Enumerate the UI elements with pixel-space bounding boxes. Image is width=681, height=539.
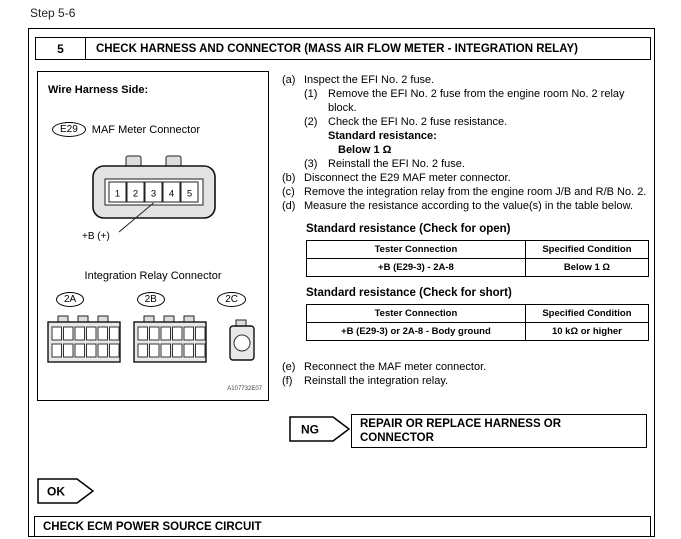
resistance-table-open xyxy=(306,240,649,277)
ng-action-box xyxy=(351,414,647,448)
ng-action-line: REPAIR OR REPLACE HARNESS OR xyxy=(360,418,562,430)
step-letter: (b) xyxy=(282,172,296,184)
relay-connector-badges xyxy=(38,292,268,307)
step-c xyxy=(282,185,654,199)
relay-connectors-drawing xyxy=(46,314,262,372)
standard-resistance-value: Below 1 Ω xyxy=(338,144,392,156)
integration-relay-label: Integration Relay Connector xyxy=(84,270,222,282)
connector-2b-drawing xyxy=(134,316,206,362)
instructions xyxy=(282,65,654,388)
step-header xyxy=(35,37,651,60)
ng-badge xyxy=(289,416,351,442)
ng-arrow-shape xyxy=(290,417,349,441)
table-row xyxy=(307,259,649,277)
step-number-label: (1) xyxy=(304,88,318,100)
wire-harness-figure xyxy=(37,71,269,401)
step-b xyxy=(282,171,654,185)
step-number: 5 xyxy=(36,38,86,59)
step-e xyxy=(282,360,654,374)
step-f xyxy=(282,374,654,388)
pin-number: 1 xyxy=(114,188,121,200)
step-a2 xyxy=(282,115,654,129)
ng-action-line: CONNECTOR xyxy=(360,432,434,444)
wire-harness-side-label: Wire Harness Side: xyxy=(48,84,149,96)
step-letter: (e) xyxy=(282,361,296,373)
pin-number: 5 xyxy=(186,188,193,200)
ok-badge xyxy=(37,478,95,504)
step-text: Inspect the EFI No. 2 fuse. xyxy=(304,74,435,86)
step-number-label: (3) xyxy=(304,158,318,170)
table-row xyxy=(307,323,649,341)
step-text: Disconnect the E29 MAF meter connector. xyxy=(304,172,511,184)
table-caption-open: Standard resistance (Check for open) xyxy=(306,223,511,235)
resistance-table-short xyxy=(306,304,649,341)
step-text: Remove the EFI No. 2 fuse from the engine room No. 2 relay block. xyxy=(328,88,625,114)
ng-label: NG xyxy=(301,422,319,437)
badge-2c: 2C xyxy=(217,292,246,307)
column-header: Specified Condition xyxy=(525,305,648,323)
maf-connector-label: MAF Meter Connector xyxy=(91,123,200,136)
step-a3 xyxy=(282,157,654,171)
step-text: Reinstall the EFI No. 2 fuse. xyxy=(328,158,465,170)
connector-2c-drawing xyxy=(230,320,254,360)
specified-condition-cell: 10 kΩ or higher xyxy=(525,323,648,341)
procedure-box xyxy=(28,28,655,537)
badge-2b: 2B xyxy=(137,292,165,307)
tester-connection-cell: +B (E29-3) - 2A-8 xyxy=(307,259,526,277)
step-letter: (c) xyxy=(282,186,295,198)
step-d xyxy=(282,199,654,213)
connector-2a-drawing xyxy=(48,316,120,362)
step-letter: (d) xyxy=(282,200,296,212)
maf-connector-drawing xyxy=(69,146,239,246)
step-a1 xyxy=(282,87,654,115)
step-text: Reconnect the MAF meter connector. xyxy=(304,361,487,373)
pin-number: 3 xyxy=(150,188,157,200)
column-header: Tester Connection xyxy=(307,305,526,323)
e29-badge: E29 xyxy=(52,122,86,137)
maf-connector-caption xyxy=(52,122,200,137)
step-text: Reinstall the integration relay. xyxy=(304,375,449,387)
figure-code: A107732E07 xyxy=(227,386,262,392)
column-header: Specified Condition xyxy=(525,241,648,259)
step-text: Measure the resistance according to the value(s) in the table below. xyxy=(304,200,633,212)
standard-resistance-label: Standard resistance: xyxy=(328,130,437,142)
ok-label: OK xyxy=(47,484,65,499)
step-a xyxy=(282,73,654,87)
next-step-box: CHECK ECM POWER SOURCE CIRCUIT xyxy=(34,516,651,537)
tester-connection-cell: +B (E29-3) or 2A-8 - Body ground xyxy=(307,323,526,341)
step-number-label: (2) xyxy=(304,116,318,128)
step-letter: (f) xyxy=(282,375,293,387)
pin-number: 2 xyxy=(132,188,139,200)
step-text: Remove the integration relay from the engine room J/B and R/B No. 2. xyxy=(304,186,647,198)
column-header: Tester Connection xyxy=(307,241,526,259)
badge-2a: 2A xyxy=(56,292,84,307)
table-caption-short: Standard resistance (Check for short) xyxy=(306,287,512,299)
specified-condition-cell: Below 1 Ω xyxy=(525,259,648,277)
plus-b-label: +B (+) xyxy=(82,231,110,242)
step-letter: (a) xyxy=(282,74,296,86)
pin-number: 4 xyxy=(168,188,175,200)
step-title: CHECK HARNESS AND CONNECTOR (MASS AIR FLOW METER - INTEGRATION RELAY) xyxy=(96,42,578,55)
step-label: Step 5-6 xyxy=(30,6,76,20)
step-text: Check the EFI No. 2 fuse resistance. xyxy=(328,116,508,128)
